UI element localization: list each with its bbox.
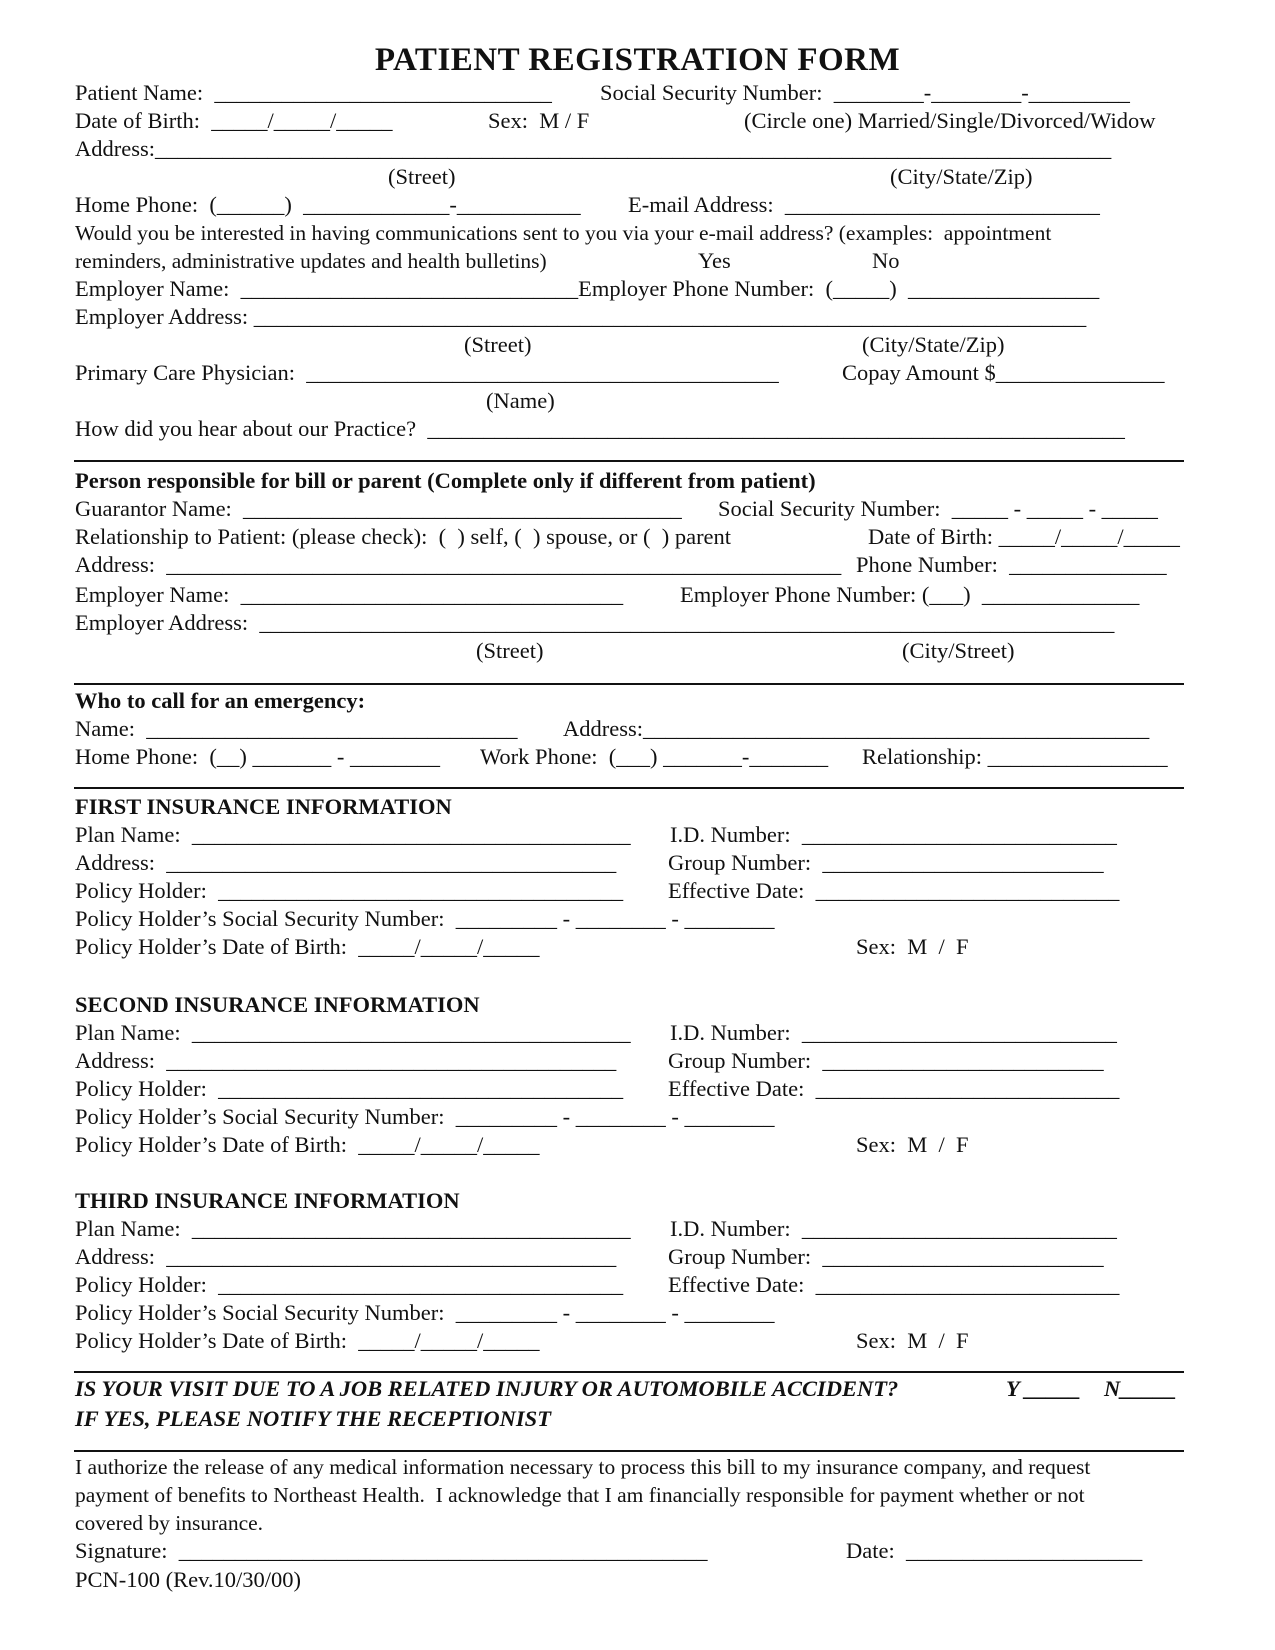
first-policy-holder-field[interactable]: Policy Holder: ____________________________________ xyxy=(75,878,624,903)
section-divider xyxy=(74,787,1184,789)
referral-source-field[interactable]: How did you hear about our Practice? ______________________________________________________________ xyxy=(75,416,1125,441)
second-holder-sex-field[interactable]: Sex: M / F xyxy=(856,1132,969,1157)
second-holder-ssn-field[interactable]: Policy Holder’s Social Security Number: _________ - ________ - ________ xyxy=(75,1104,775,1129)
patient-ssn-field[interactable]: Social Security Number: ________-________-_________ xyxy=(600,80,1130,105)
city-street-caption: (City/Street) xyxy=(902,638,1015,663)
accident-yes-field[interactable]: Y _____ xyxy=(1006,1376,1081,1401)
home-phone-field[interactable]: Home Phone: (______) _____________-___________ xyxy=(75,192,581,217)
guarantor-ssn-field[interactable]: Social Security Number: _____ - _____ - _____ xyxy=(718,496,1158,521)
first-plan-name-field[interactable]: Plan Name: _______________________________________ xyxy=(75,822,631,847)
emergency-work-phone-field[interactable]: Work Phone: (___) _______-_______ xyxy=(480,744,829,769)
guarantor-phone-field[interactable]: Phone Number: ______________ xyxy=(856,552,1167,577)
guarantor-name-field[interactable]: Guarantor Name: _______________________________________ xyxy=(75,496,682,521)
copay-amount-field[interactable]: Copay Amount $_______________ xyxy=(842,360,1165,385)
name-caption: (Name) xyxy=(486,388,555,413)
third-group-number-field[interactable]: Group Number: _________________________ xyxy=(668,1244,1104,1269)
third-address-field[interactable]: Address: ________________________________________ xyxy=(75,1244,617,1269)
authorization-text-line: I authorize the release of any medical information necessary to process this bill to my insurance company, and request xyxy=(75,1455,1091,1479)
patient-dob-field[interactable]: Date of Birth: _____/_____/_____ xyxy=(75,108,393,133)
first-effective-date-field[interactable]: Effective Date: ___________________________ xyxy=(668,878,1120,903)
second-insurance-heading: SECOND INSURANCE INFORMATION xyxy=(75,992,480,1017)
first-holder-ssn-field[interactable]: Policy Holder’s Social Security Number: _________ - ________ - ________ xyxy=(75,906,775,931)
third-plan-name-field[interactable]: Plan Name: _______________________________________ xyxy=(75,1216,631,1241)
city-state-zip-caption: (City/State/Zip) xyxy=(862,332,1005,357)
third-holder-dob-field[interactable]: Policy Holder’s Date of Birth: _____/_____/_____ xyxy=(75,1328,540,1353)
accident-no-field[interactable]: N_____ xyxy=(1104,1376,1177,1401)
street-caption: (Street) xyxy=(476,638,544,663)
street-caption: (Street) xyxy=(388,164,456,189)
primary-care-physician-field[interactable]: Primary Care Physician: __________________________________________ xyxy=(75,360,779,385)
city-state-zip-caption: (City/State/Zip) xyxy=(890,164,1033,189)
employer-name-phone-field[interactable]: Employer Name: ______________________________Employer Phone Number: (_____) _________________ xyxy=(75,276,1100,301)
emergency-home-phone-field[interactable]: Home Phone: (__) _______ - ________ xyxy=(75,744,440,769)
authorization-text-line: covered by insurance. xyxy=(75,1511,264,1535)
first-group-number-field[interactable]: Group Number: _________________________ xyxy=(668,850,1104,875)
guarantor-employer-phone-field[interactable]: Employer Phone Number: (___) ______________ xyxy=(680,582,1140,607)
first-id-number-field[interactable]: I.D. Number: ____________________________ xyxy=(670,822,1117,847)
emergency-address-field[interactable]: Address:_____________________________________________ xyxy=(563,716,1150,741)
emergency-name-field[interactable]: Name: _________________________________ xyxy=(75,716,518,741)
email-communication-question-cont: reminders, administrative updates and health bulletins) xyxy=(75,249,547,273)
email-opt-no[interactable]: No xyxy=(872,248,900,273)
section-divider xyxy=(74,460,1184,462)
second-effective-date-field[interactable]: Effective Date: ___________________________ xyxy=(668,1076,1120,1101)
guarantor-heading: Person responsible for bill or parent (Complete only if different from patient) xyxy=(75,468,816,493)
employer-address-field[interactable]: Employer Address: __________________________________________________________________________ xyxy=(75,304,1087,329)
emergency-relationship-field[interactable]: Relationship: ________________ xyxy=(862,744,1168,769)
guarantor-relationship-field[interactable]: Relationship to Patient: (please check): ( ) self, ( ) spouse, or ( ) parent xyxy=(75,524,732,549)
guarantor-employer-name-field[interactable]: Employer Name: __________________________________ xyxy=(75,582,624,607)
second-address-field[interactable]: Address: ________________________________________ xyxy=(75,1048,617,1073)
street-caption: (Street) xyxy=(464,332,532,357)
first-holder-dob-field[interactable]: Policy Holder’s Date of Birth: _____/_____/_____ xyxy=(75,934,540,959)
section-divider xyxy=(74,1450,1184,1452)
third-insurance-heading: THIRD INSURANCE INFORMATION xyxy=(75,1188,460,1213)
form-title: PATIENT REGISTRATION FORM xyxy=(374,42,901,78)
section-divider xyxy=(74,1371,1184,1373)
signature-field[interactable]: Signature: _______________________________________________ xyxy=(75,1538,708,1563)
emergency-heading: Who to call for an emergency: xyxy=(75,688,366,713)
second-group-number-field[interactable]: Group Number: _________________________ xyxy=(668,1048,1104,1073)
email-communication-question: Would you be interested in having communications sent to you via your e-mail address? (examples: appointment xyxy=(75,221,1052,245)
first-holder-sex-field[interactable]: Sex: M / F xyxy=(856,934,969,959)
guarantor-address-field[interactable]: Address: ____________________________________________________________ xyxy=(75,552,842,577)
patient-sex-field[interactable]: Sex: M / F xyxy=(488,108,590,133)
section-divider xyxy=(74,683,1184,685)
third-effective-date-field[interactable]: Effective Date: ___________________________ xyxy=(668,1272,1120,1297)
signature-date-field[interactable]: Date: _____________________ xyxy=(846,1538,1143,1563)
first-address-field[interactable]: Address: ________________________________________ xyxy=(75,850,617,875)
patient-address-field[interactable]: Address:_____________________________________________________________________________________ xyxy=(75,136,1112,161)
email-opt-yes[interactable]: Yes xyxy=(698,248,731,273)
guarantor-employer-address-field[interactable]: Employer Address: ____________________________________________________________________________ xyxy=(75,610,1115,635)
guarantor-dob-field[interactable]: Date of Birth: _____/_____/_____ xyxy=(868,524,1180,549)
second-plan-name-field[interactable]: Plan Name: _______________________________________ xyxy=(75,1020,631,1045)
first-insurance-heading: FIRST INSURANCE INFORMATION xyxy=(75,794,452,819)
second-id-number-field[interactable]: I.D. Number: ____________________________ xyxy=(670,1020,1117,1045)
patient-marital-status[interactable]: (Circle one) Married/Single/Divorced/Widow xyxy=(744,108,1156,133)
third-id-number-field[interactable]: I.D. Number: ____________________________ xyxy=(670,1216,1117,1241)
authorization-text-line: payment of benefits to Northeast Health. I acknowledge that I am financially responsible for payment whether or not xyxy=(75,1483,1085,1507)
form-code: PCN-100 (Rev.10/30/00) xyxy=(75,1567,302,1592)
second-holder-dob-field[interactable]: Policy Holder’s Date of Birth: _____/_____/_____ xyxy=(75,1132,540,1157)
second-policy-holder-field[interactable]: Policy Holder: ____________________________________ xyxy=(75,1076,624,1101)
accident-question: IS YOUR VISIT DUE TO A JOB RELATED INJURY OR AUTOMOBILE ACCIDENT? xyxy=(75,1376,899,1401)
third-holder-ssn-field[interactable]: Policy Holder’s Social Security Number: _________ - ________ - ________ xyxy=(75,1300,775,1325)
patient-name-field[interactable]: Patient Name: ______________________________ xyxy=(75,80,552,105)
third-holder-sex-field[interactable]: Sex: M / F xyxy=(856,1328,969,1353)
email-address-field[interactable]: E-mail Address: ____________________________ xyxy=(628,192,1100,217)
third-policy-holder-field[interactable]: Policy Holder: ____________________________________ xyxy=(75,1272,624,1297)
notify-receptionist-note: IF YES, PLEASE NOTIFY THE RECEPTIONIST xyxy=(75,1406,551,1431)
